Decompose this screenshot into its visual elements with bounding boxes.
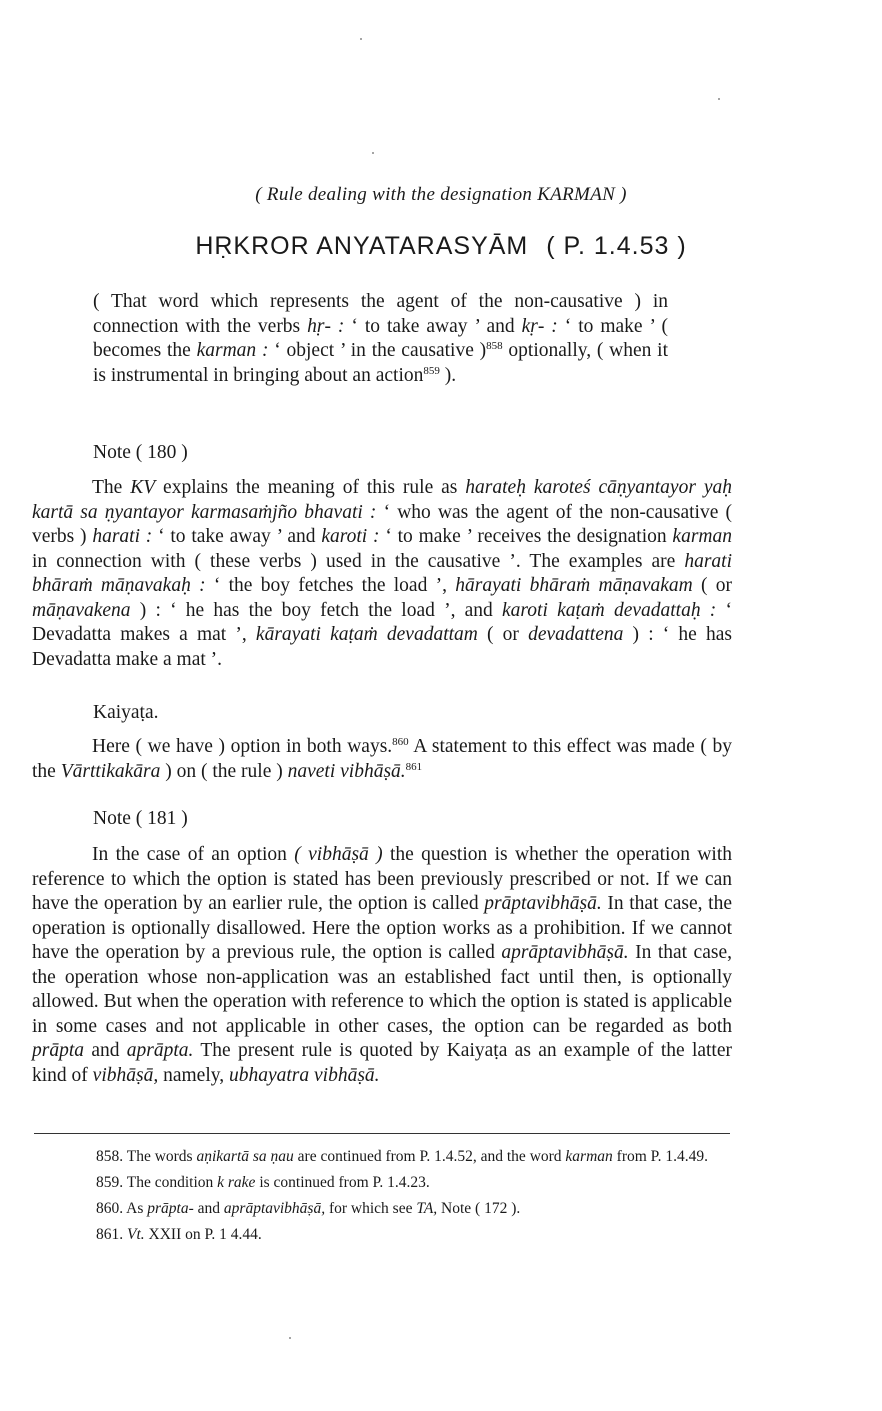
note-181-text: In the case of an option ( vibhāṣā ) the question is whether the operation with reference to which the option is stated has been previously prescribed or not. If we can have the operation by an earlier rule, the option is called prāptavibhāṣā. In that case, the operation is optionally disallowed. Here the option works as a prohibition. If we cannot have the operation by a previous rule, the option is called aprāptavibhāṣā. In that case, the operation whose non-application was an established fact until then, is optionally allowed. But when the operation with reference to which the option is stated is applicable in some cases and not applicable in other cases, the option can be regarded as both prāpta and aprāpta. The present rule is quoted by Kaiyaṭa as an example of the latter kind of vibhāṣā, namely, ubhayatra vibhāṣā. [32,844,733,1086]
footnote-858: 858. The words aṇikartā sa ṇau are continued from P. 1.4.52, and the word karman from P. 1.4.49. [96,1148,708,1165]
footnote-860: 860. As prāpta- and aprāptavibhāṣā, for which see TA, Note ( 172 ). [96,1200,521,1217]
note-180-heading: Note ( 180 ) [93,442,188,463]
speck [372,152,374,154]
footnote-ref: 860 [392,736,409,748]
speck [360,38,362,40]
footnote-ref: 859 [423,364,440,377]
kaiyata-text: Here ( we have ) option in both ways.$^{860}$ A statement to this effect was made ( by the Vārttikakāra ) on ( the rule ) naveti vibhāṣā.$^{861}$ [32,736,732,782]
rule-definition: ( That word which represents the agent of the non-causative ) in connection with the verbs hṛ- : ‘ to take away ’ and kṛ- : ‘ to make ’ ( becomes the karman : ‘ object ’ in the causative )$^{858}$ optionally, ( when it is instrumental in bringing about an action$^{859}$ ). [93,291,669,386]
footnote-divider [34,1133,730,1134]
speck [289,1337,291,1339]
rule-title [0,232,882,261]
kaiyata-heading: Kaiyaṭa. [93,702,159,723]
note-180-text: The KV explains the meaning of this rule as harateḥ karoteś cāṇyantayor yaḥ kartā sa ṇyantayor karmasaṁjño bhavati : ‘ who was the agent of the non-causative ( verbs ) harati : ‘ to take away ’ and karoti : ‘ to make ’ receives the designation karman in connection with ( these verbs ) used in the causative ’. The examples are harati bhāraṁ māṇavakaḥ : ‘ the boy fetches the load ’, hārayati bhāraṁ māṇavakam ( or māṇavakena ) : ‘ he has the boy fetch the load ’, and karoti kaṭaṁ devadattaḥ : ‘ Devadatta makes a mat ’, kārayati kaṭaṁ devadattam ( or devadattena ) : ‘ he has Devadatta make a mat ’. [32,477,732,670]
footnote-859: 859. The condition k rake is continued from P. 1.4.23. [96,1174,430,1191]
footnote-ref: 861 [405,760,423,773]
speck [718,98,720,100]
rule-subtitle: ( Rule dealing with the designation KARMAN ) [255,184,627,205]
footnote-861: 861. Vt. XXII on P. 1 4.44. [96,1226,262,1243]
rule-title-sanskrit: HṚKROR ANYATARASYĀM [195,232,529,260]
note-181-heading: Note ( 181 ) [93,808,188,829]
footnotes [34,1146,732,1250]
footnote-ref: 858 [486,340,503,352]
rule-title-reference: ( P. 1.4.53 ) [546,232,687,260]
